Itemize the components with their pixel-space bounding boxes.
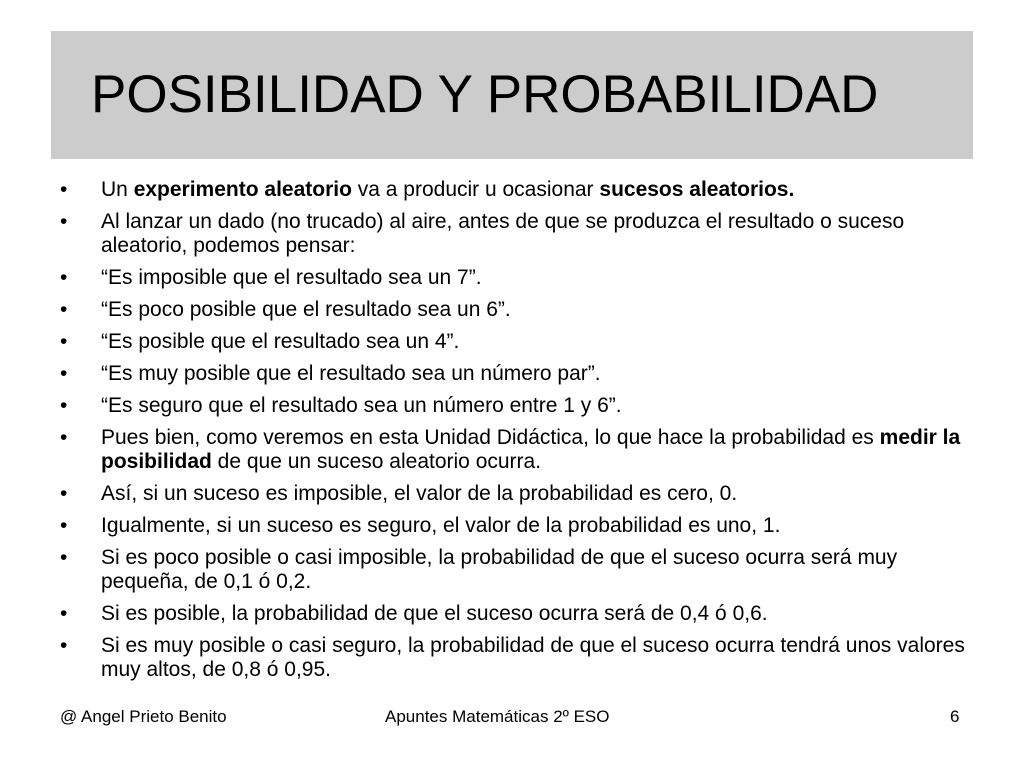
bullet-item	[56, 362, 976, 386]
bullet-mark: •	[60, 394, 68, 417]
bullet-text	[101, 634, 965, 681]
bullet-mark: •	[60, 602, 68, 625]
bullet-text	[101, 330, 459, 353]
bullet-text-part: Si es poco posible o casi imposible, la probabilidad de que el suceso ocurra será muy pequeña, de 0,1 ó 0,2.	[101, 546, 898, 593]
bullet-text-part: de que un suceso aleatorio ocurra.	[211, 450, 542, 473]
bullet-text	[101, 482, 737, 505]
bullet-text-part: “Es posible que el resultado sea un 4”.	[101, 330, 460, 353]
bullet-text	[101, 514, 780, 537]
bullet-text-part: Igualmente, si un suceso es seguro, el valor de la probabilidad es uno, 1.	[101, 514, 781, 537]
bullet-item	[56, 482, 976, 506]
bullet-item	[56, 210, 976, 258]
bullet-mark: •	[60, 482, 68, 505]
footer-page-number: 6	[950, 707, 960, 726]
bullet-text-part: Si es posible, la probabilidad de que el suceso ocurra será de 0,4 ó 0,6.	[101, 602, 768, 625]
bullet-text-part: Un	[101, 178, 134, 201]
bullet-list	[56, 178, 976, 690]
bullet-text-part: Al lanzar un dado (no trucado) al aire, antes de que se produzca el resultado o suceso aleatorio, podemos pensar:	[101, 210, 905, 257]
bullet-text-part: “Es poco posible que el resultado sea un 6”.	[101, 298, 511, 321]
footer-author: @ Angel Prieto Benito	[60, 707, 227, 726]
bullet-text-part: “Es seguro que el resultado sea un número entre 1 y 6”.	[101, 394, 622, 417]
bullet-text-part: Pues bien, como veremos en esta Unidad Didáctica, lo que hace la probabilidad es	[101, 426, 880, 449]
bullet-item	[56, 266, 976, 290]
bullet-emphasis: experimento aleatorio	[133, 178, 352, 201]
bullet-text-part: Así, si un suceso es imposible, el valor de la probabilidad es cero, 0.	[101, 482, 738, 505]
bullet-text	[101, 546, 897, 593]
bullet-text	[101, 426, 960, 473]
bullet-item	[56, 602, 976, 626]
bullet-item	[56, 514, 976, 538]
bullet-mark: •	[60, 514, 68, 537]
bullet-mark: •	[60, 330, 68, 353]
bullet-text	[101, 210, 904, 257]
bullet-text	[101, 362, 601, 385]
bullet-text	[101, 602, 768, 625]
title-band	[51, 31, 973, 159]
bullet-text	[101, 178, 794, 201]
bullet-item	[56, 394, 976, 418]
bullet-mark: •	[60, 362, 68, 385]
bullet-mark: •	[60, 266, 68, 289]
bullet-emphasis: medir la posibilidad	[101, 426, 961, 473]
bullet-mark: •	[60, 634, 68, 657]
bullet-mark: •	[60, 426, 68, 449]
bullet-mark: •	[60, 298, 68, 321]
bullet-text-part: “Es muy posible que el resultado sea un número par”.	[101, 362, 601, 385]
slide-title: POSIBILIDAD Y PROBABILIDAD	[91, 65, 879, 124]
bullet-text-part: “Es imposible que el resultado sea un 7”.	[101, 266, 482, 289]
bullet-item	[56, 426, 976, 474]
bullet-item	[56, 178, 976, 202]
bullet-text	[101, 266, 482, 289]
bullet-item	[56, 330, 976, 354]
bullet-item	[56, 298, 976, 322]
bullet-emphasis: sucesos aleatorios.	[599, 178, 795, 201]
bullet-item	[56, 634, 976, 682]
bullet-item	[56, 546, 976, 594]
bullet-mark: •	[60, 210, 68, 233]
bullet-text-part: Si es muy posible o casi seguro, la probabilidad de que el suceso ocurra tendrá unos valores muy altos, de 0,8 ó 0,95.	[101, 634, 965, 681]
bullet-mark: •	[60, 546, 68, 569]
bullet-text-part: va a producir u ocasionar	[351, 178, 600, 201]
bullet-text	[101, 394, 622, 417]
bullet-text	[101, 298, 511, 321]
footer-course: Apuntes Matemáticas 2º ESO	[385, 707, 610, 726]
bullet-mark: •	[60, 178, 68, 201]
